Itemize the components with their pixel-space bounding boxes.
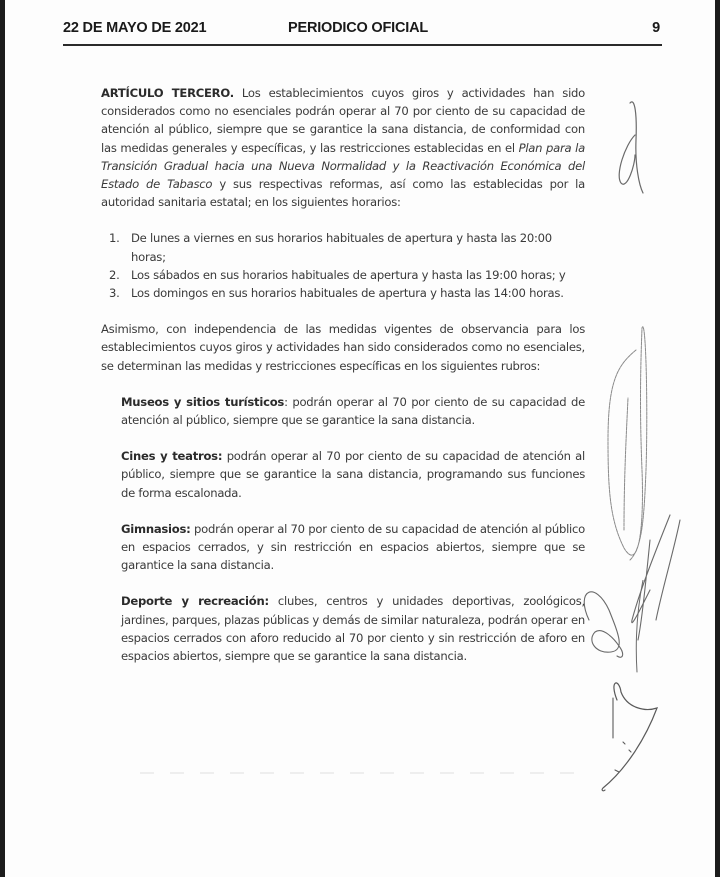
- rubro-sep: :: [284, 394, 293, 409]
- intro-text-1: Los establecimientos cuyos giros y actividades han sido considerados como no esenciales podrán operar al 70 por ciento de su capacidad de atención al público, siempre que se garantice la sana distancia, de conformidad con las medidas generales y específicas, y las restricciones establecidas en el: [101, 86, 585, 155]
- intro-text-2: y sus respectivas reformas, así como las establecidas por la autoridad sanitaria estatal; en los siguientes horarios:: [101, 177, 585, 210]
- rubro-deporte: [121, 592, 585, 665]
- asimismo-paragraph: Asimismo, con independencia de las medidas vigentes de observancia para los establecimientos cuyos giros y actividades han sido considerados como no esenciales, se determinan las medidas y restricciones específicas en los siguientes rubros:: [101, 322, 585, 373]
- page-number: 9: [652, 20, 660, 36]
- schedule-item-text: Los domingos en sus horarios habituales de apertura y hasta las 14:00 horas.: [131, 286, 564, 301]
- rubro-museos: [121, 393, 585, 429]
- signature-initial-1: [613, 95, 653, 205]
- article-intro: [101, 84, 585, 211]
- article-heading: ARTÍCULO TERCERO.: [101, 86, 234, 100]
- header-date: 22 DE MAYO DE 2021: [63, 20, 207, 36]
- rubro-text: podrán operar al 70 por ciento de su capacidad de atención al público en espacios cerrados, y sin restricción en espacios abiertos, siempre que se garantice la sana distancia.: [121, 521, 585, 573]
- page-header: [63, 20, 660, 46]
- rubro-title: Museos y sitios turísticos: [121, 394, 285, 409]
- document-page: [5, 0, 715, 877]
- rubro-text: clubes, centros y unidades deportivas, zoológicos, jardines, parques, plazas públicas y demás de similar naturaleza, podrán operar en espacios cerrados con aforo reducido al 70 por ciento y sin restricción de aforo en espacios abiertos, siempre que se garantice la sana distancia.: [121, 594, 585, 664]
- schedule-item: [109, 266, 585, 284]
- signature-initial-3: [575, 580, 685, 800]
- rubro-text: podrán operar al 70 por ciento de su capacidad de atención al público, siempre que se garantice la sana distancia, programando sus funciones de forma escalonada.: [121, 449, 585, 500]
- schedule-item: [109, 229, 585, 265]
- header-rule: [63, 44, 662, 46]
- schedule-list: [101, 229, 585, 302]
- rubro-cines: [121, 447, 585, 502]
- schedule-item-number: 2.: [109, 267, 120, 282]
- schedule-item-text: De lunes a viernes en sus horarios habituales de apertura y hasta las 20:00 horas;: [131, 231, 552, 264]
- schedule-item-text: Los sábados en sus horarios habituales de apertura y hasta las 19:00 horas; y: [131, 267, 566, 282]
- rubro-sep: [269, 594, 278, 608]
- rubro-text: podrán operar al 70 por ciento de su capacidad de atención al público, siempre que se garantice la sana distancia.: [121, 394, 585, 428]
- plan-title: Plan para la Transición Gradual hacia una Nueva Normalidad y la Reactivación Económica del Estado de Tabasco: [101, 140, 585, 192]
- article-body: [101, 84, 585, 665]
- rubro-gimnasios: [121, 520, 585, 575]
- schedule-item-number: 3.: [109, 286, 120, 301]
- rubro-title: Gimnasios:: [121, 521, 191, 536]
- schedule-item-number: 1.: [109, 231, 120, 246]
- signature-initial-2: [590, 320, 690, 660]
- schedule-item: [109, 284, 585, 302]
- header-publication: PERIODICO OFICIAL: [288, 20, 428, 36]
- faint-bleed-through: [140, 772, 590, 774]
- rubro-title: Deporte y recreación:: [121, 594, 269, 609]
- rubro-title: Cines y teatros:: [121, 449, 223, 464]
